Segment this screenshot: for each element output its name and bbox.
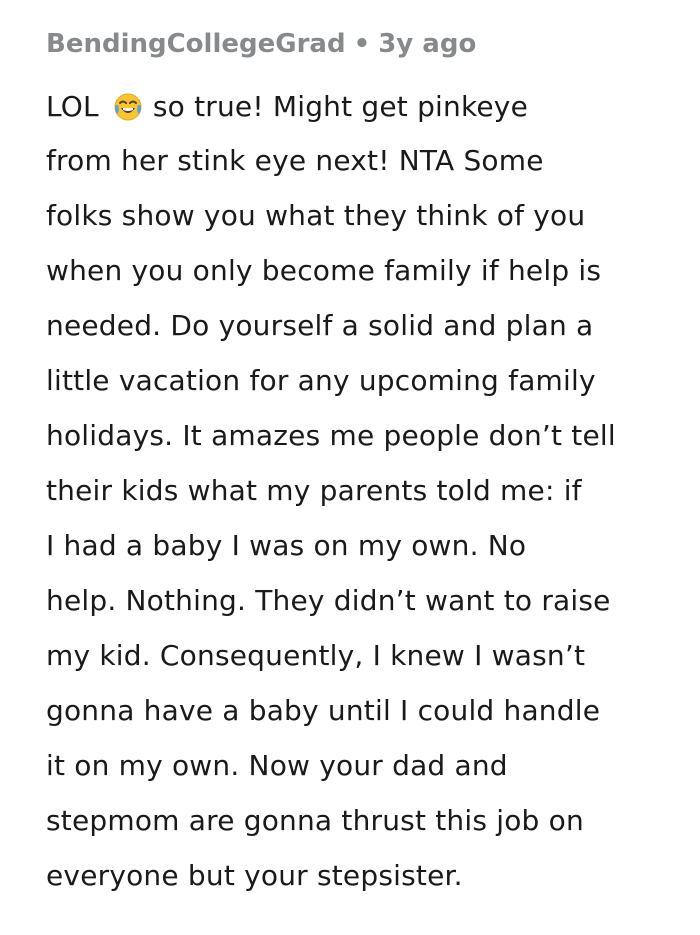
comment-line: my kid. Consequently, I knew I wasn’t <box>46 639 586 672</box>
comment-line: I had a baby I was on my own. No <box>46 529 527 562</box>
comment-line: stepmom are gonna thrust this job on <box>46 804 584 837</box>
comment-line: gonna have a baby until I could handle <box>46 694 601 727</box>
comment-line: from her stink eye next! NTA Some <box>46 144 544 177</box>
comment-line: folks show you what they think of you <box>46 199 586 232</box>
comment-line: help. Nothing. They didn’t want to raise <box>46 584 611 617</box>
comment-body <box>46 92 656 917</box>
face-with-tears-of-joy-icon <box>113 92 143 127</box>
comment-line: it on my own. Now your dad and <box>46 749 508 782</box>
comment-age: 3y ago <box>378 29 477 59</box>
meta-separator: • <box>353 29 371 59</box>
comment-line: everyone but your stepsister. <box>46 859 463 892</box>
comment-line <box>46 92 656 147</box>
comment-meta <box>46 26 656 62</box>
comment-line: their kids what my parents told me: if <box>46 474 582 507</box>
comment-line: needed. Do yourself a solid and plan a <box>46 309 594 342</box>
comment-line-text: LOL <box>46 90 99 123</box>
comment-author[interactable]: BendingCollegeGrad <box>46 29 346 59</box>
comment <box>46 26 656 917</box>
comment-line: holidays. It amazes me people don’t tell <box>46 419 616 452</box>
comment-line-text: so true! Might get pinkeye <box>152 90 529 123</box>
comment-line: little vacation for any upcoming family <box>46 364 596 397</box>
comment-line: when you only become family if help is <box>46 254 602 287</box>
